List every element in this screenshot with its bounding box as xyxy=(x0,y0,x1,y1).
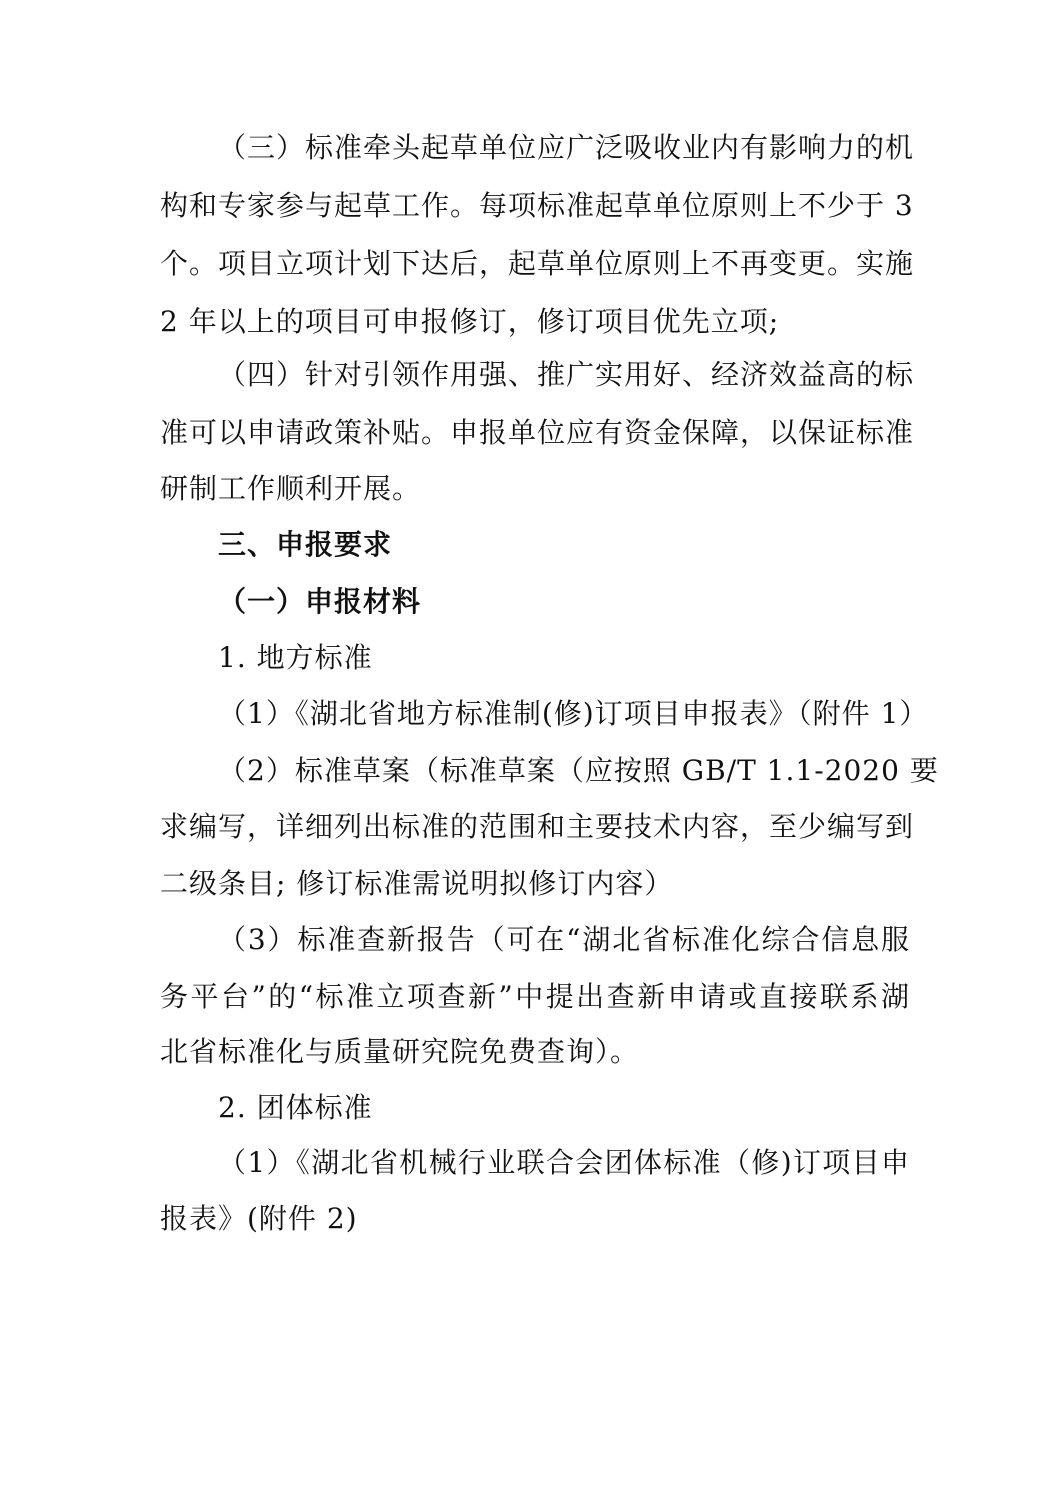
local-standard-item-3-line-1: （3）标准查新报告（可在“湖北省标准化综合信息服 xyxy=(218,923,910,956)
local-standard-item-2-line-2: 求编写，详细列出标准的范围和主要技术内容，至少编写到 xyxy=(160,810,915,843)
group-standard-item-1-line-1: （1）《湖北省机械行业联合会团体标准（修)订项目申 xyxy=(218,1146,910,1179)
local-standard-item-3-line-3: 北省标准化与质量研究院免费查询）。 xyxy=(160,1035,640,1068)
group-standard-heading: 2. 团体标准 xyxy=(218,1091,373,1124)
paragraph-4-line-2: 准可以申请政策补贴。申报单位应有资金保障，以保证标准 xyxy=(160,416,915,449)
paragraph-3-line-1: （三）标准牵头起草单位应广泛吸收业内有影响力的机 xyxy=(218,131,915,164)
paragraph-4-line-1: （四）针对引领作用强、推广实用好、经济效益高的标 xyxy=(218,358,915,391)
local-standard-heading: 1. 地方标准 xyxy=(218,641,373,674)
local-standard-item-1: （1）《湖北省地方标准制(修)订项目申报表》（附件 1） xyxy=(218,697,929,730)
paragraph-3-line-4: 2 年以上的项目可申报修订，修订项目优先立项; xyxy=(160,305,780,338)
group-standard-item-1-line-2: 报表》(附件 2) xyxy=(160,1202,358,1235)
paragraph-3-line-3: 个。项目立项计划下达后，起草单位原则上不再变更。实施 xyxy=(160,247,915,280)
paragraph-3-line-2: 构和专家参与起草工作。每项标准起草单位原则上不少于 3 xyxy=(160,189,914,222)
subsection-heading: （一）申报材料 xyxy=(218,585,422,618)
local-standard-item-2-line-1: （2）标准草案（标准草案（应按照 GB/T 1.1-2020 要 xyxy=(218,754,939,787)
paragraph-4-line-3: 研制工作顺利开展。 xyxy=(160,472,422,505)
local-standard-item-3-line-2: 务平台”的“标准立项查新”中提出查新申请或直接联系湖 xyxy=(160,980,910,1013)
local-standard-item-2-line-3: 二级条目; 修订标准需说明拟修订内容） xyxy=(160,867,674,900)
section-heading: 三、申报要求 xyxy=(218,528,393,561)
